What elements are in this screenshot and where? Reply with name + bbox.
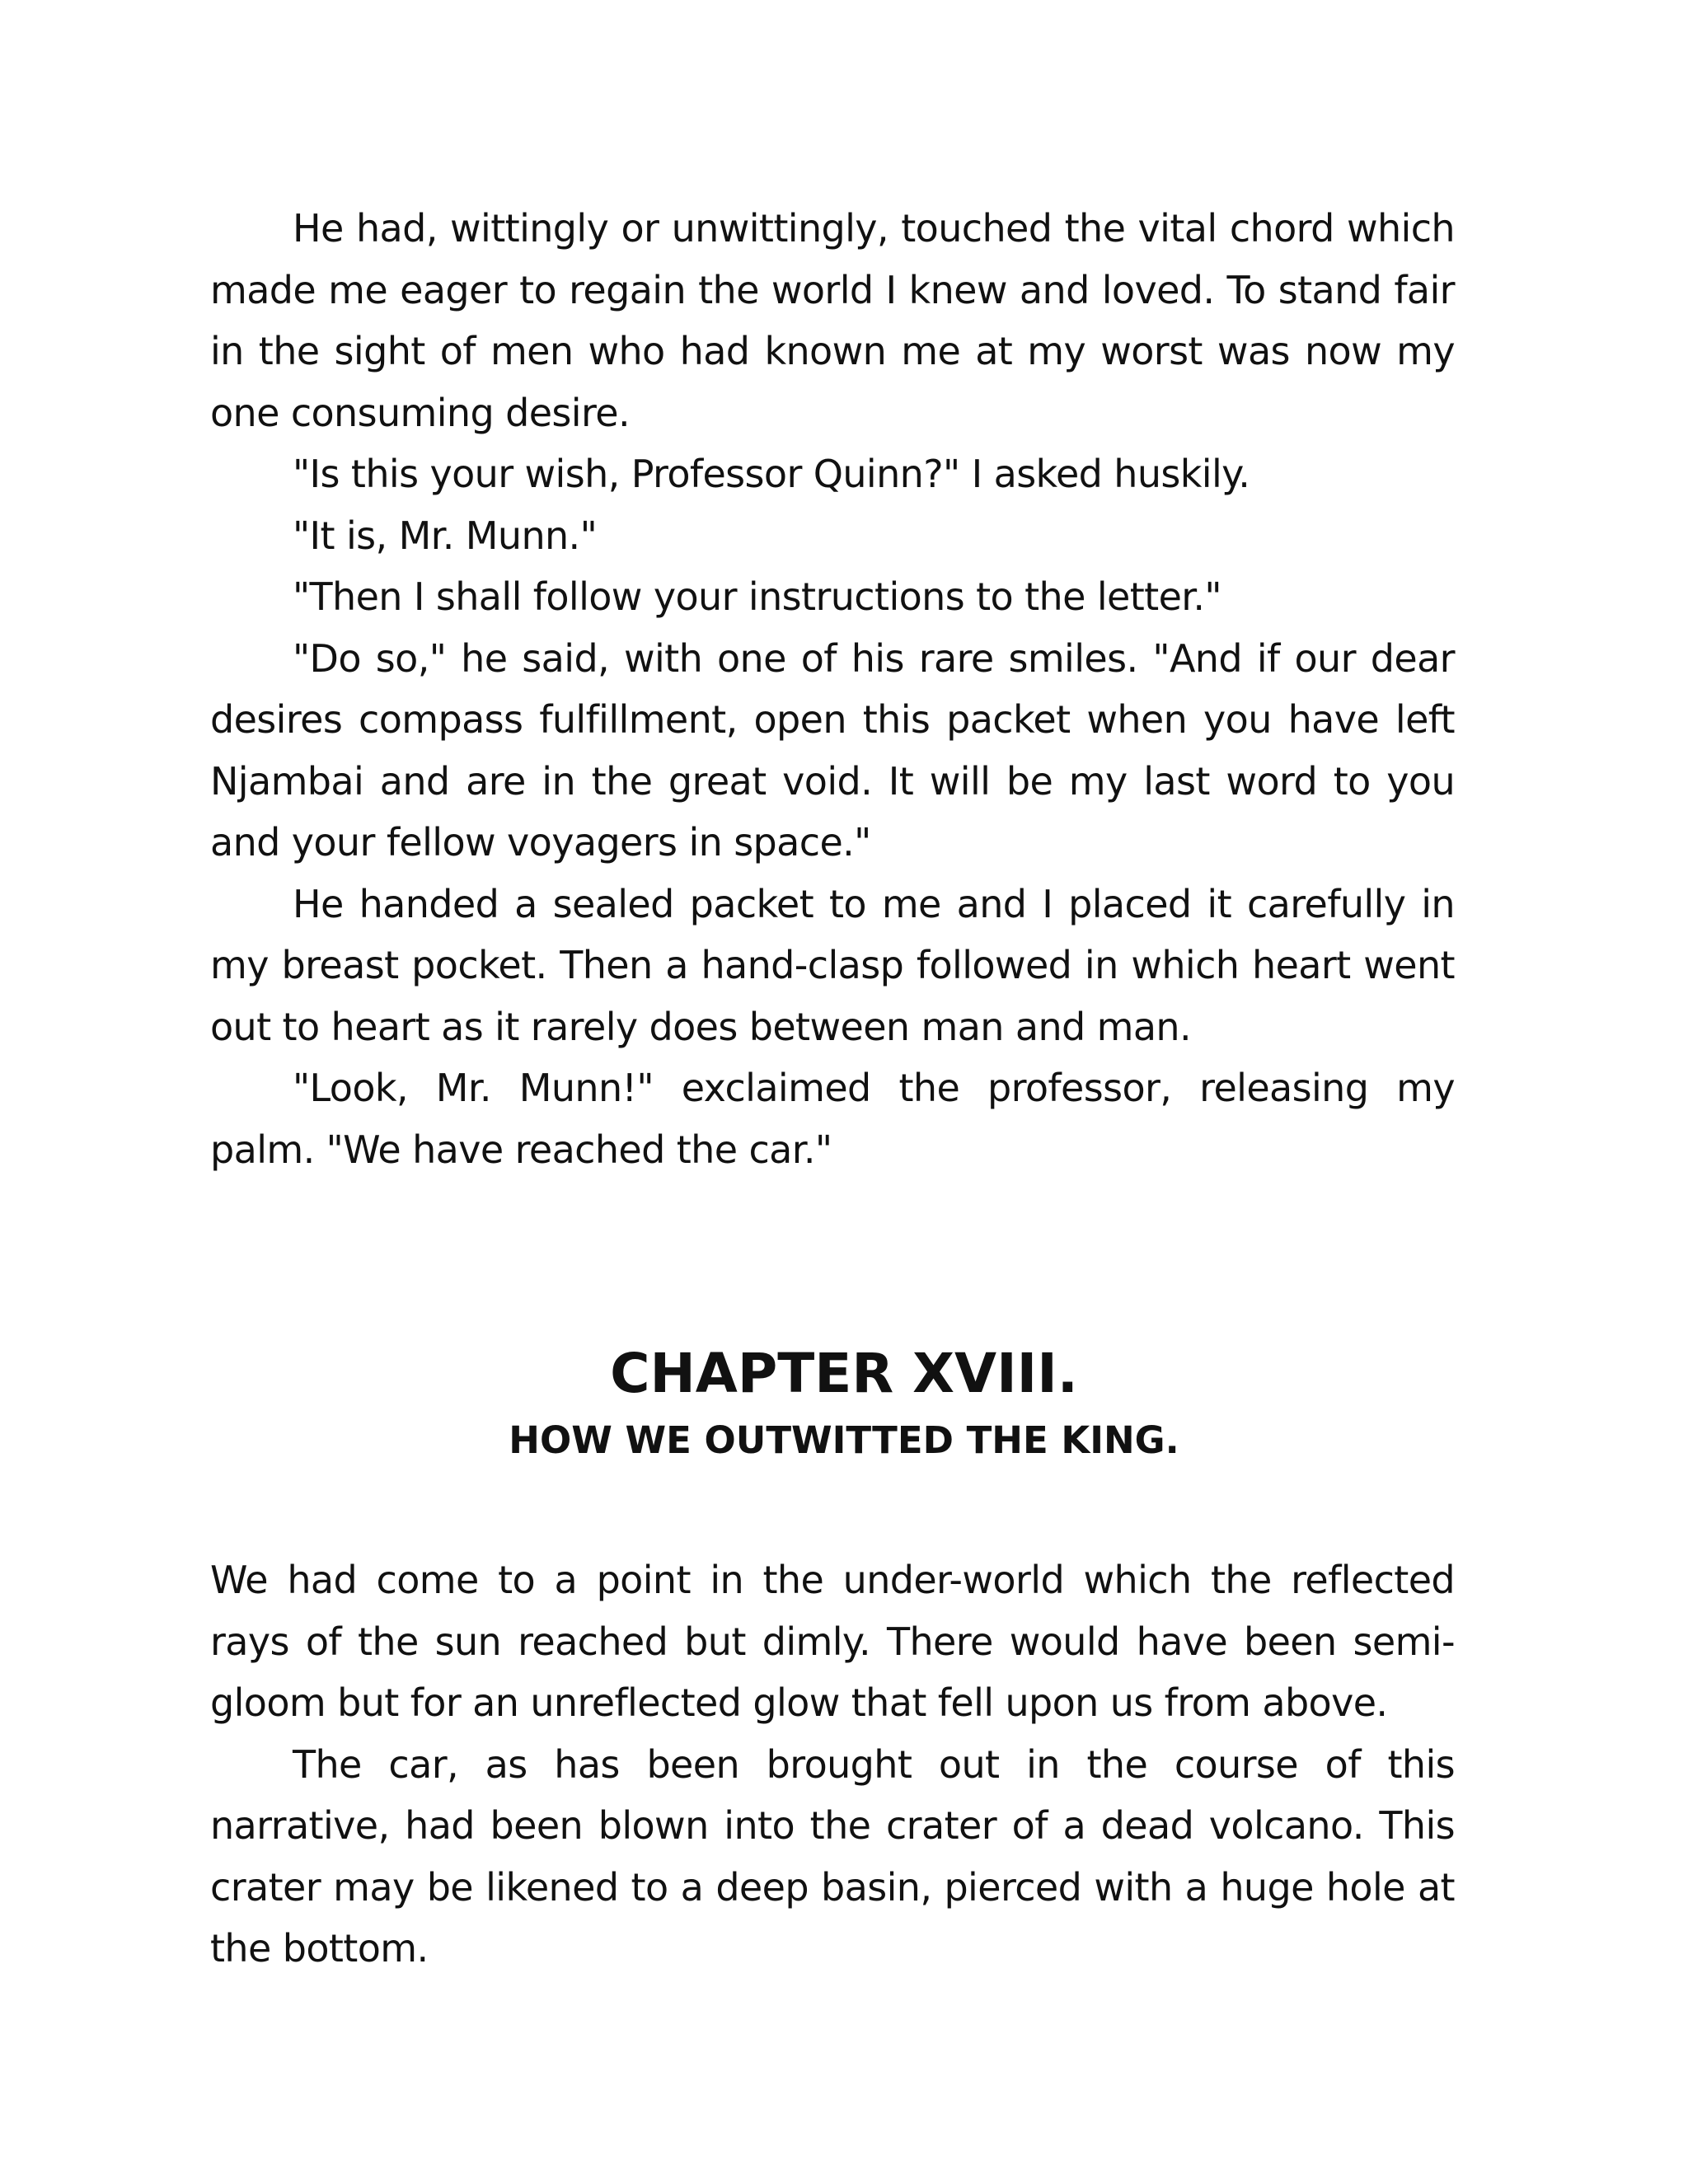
text-block-chapter-start [210, 1549, 1455, 1980]
paragraph: "Then I shall follow your instructions to the letter." [293, 574, 1221, 619]
paragraph: "Look, Mr. Munn!" exclaimed the professor, releasing my palm. "We have reached the car." [210, 1066, 1455, 1172]
paragraph: We had come to a point in the under-world which the reflected rays of the sun reached but dimly. There would have been semi-gloom but for an unreflected glow that fell upon us from above. [210, 1558, 1455, 1725]
paragraph: "It is, Mr. Munn." [293, 513, 598, 558]
text-block-previous-chapter [210, 198, 1455, 1180]
paragraph: He handed a sealed packet to me and I placed it carefully in my breast pocket. Then a hand-clasp followed in which heart went out to heart as it rarely does between man and man. [210, 881, 1455, 1049]
paragraph: "Is this your wish, Professor Quinn?" I asked huskily. [293, 452, 1250, 496]
paragraph: He had, wittingly or unwittingly, touched the vital chord which made me eager to regain the world I knew and loved. To stand fair in the sight of men who had known me at my worst was now my one consuming desire. [210, 206, 1455, 435]
paragraph: "Do so," he said, with one of his rare smiles. "And if our dear desires compass fulfillment, open this packet when you have left Njambai and are in the great void. It will be my last word to you and your fellow voyagers in space." [210, 635, 1455, 865]
paragraph: The car, as has been brought out in the course of this narrative, had been blown into the crater of a dead volcano. This crater may be likened to a deep basin, pierced with a huge hole at the bottom. [210, 1741, 1455, 1971]
chapter-title: CHAPTER XVIII. [610, 1342, 1078, 1405]
chapter-subtitle: HOW WE OUTWITTED THE KING. [509, 1418, 1179, 1462]
